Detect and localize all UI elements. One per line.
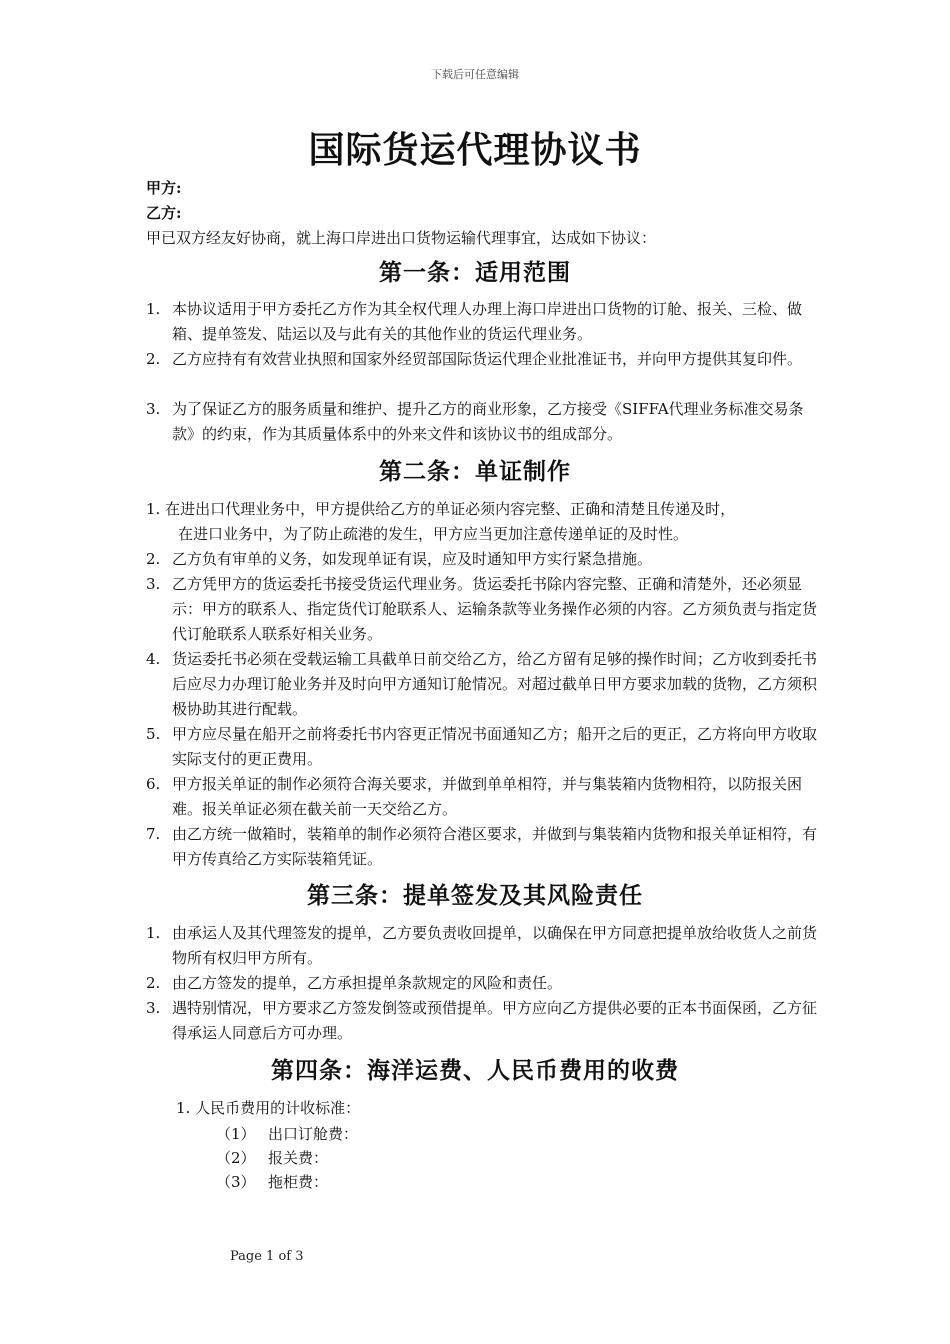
- item-text: 为了保证乙方的服务质量和维护、提升乙方的商业形象，乙方接受《SIFFA代理业务标准交易条款》的约束，作为其质量体系中的外来文件和该协议书的组成部分。: [172, 400, 804, 443]
- list-item: [146, 921, 822, 971]
- sub-item-number: （1）: [216, 1125, 256, 1143]
- item-number: 1.: [146, 500, 161, 518]
- item-text: 人民币费用的计收标准：: [195, 1099, 361, 1117]
- item-text: 本协议适用于甲方委托乙方作为其全权代理人办理上海口岸进出口货物的订舱、报关、三检、做箱、提单签发、陆运以及与此有关的其他作业的货运代理业务。: [172, 300, 803, 343]
- party-b-label: 乙方:: [146, 204, 182, 222]
- list-item: [146, 996, 822, 1046]
- sub-item-text: 拖柜费：: [268, 1173, 329, 1191]
- item-text: 由乙方签发的提单，乙方承担提单条款规定的风险和责任。: [172, 974, 563, 992]
- sub-item-text: 出口订舱费：: [268, 1125, 359, 1143]
- section-title-4: 第四条：海洋运费、人民币费用的收费: [271, 1057, 679, 1084]
- header-note: 下载后可任意编辑: [431, 68, 519, 81]
- item-text: 乙方凭甲方的货运委托书接受货运代理业务。货运委托书除内容完整、正确和清楚外，还必须显示：甲方的联系人、指定货代订舱联系人、运输条款等业务操作必须的内容。乙方须负责与指定货代订舱联系人联系好相关业务。: [172, 575, 818, 643]
- sub-item-number: （2）: [216, 1149, 256, 1167]
- sub-item: [216, 1170, 328, 1194]
- list-item: [146, 647, 822, 722]
- item-text-continued: 在进口业务中，为了防止疏港的发生，甲方应当更加注意传递单证的及时性。: [178, 525, 689, 543]
- item-text: 乙方负有审单的义务，如发现单证有误，应及时通知甲方实行紧急措施。: [172, 550, 653, 568]
- list-item: [146, 497, 822, 547]
- list-item: [146, 772, 822, 822]
- item-number: 6.: [146, 775, 161, 793]
- item-number: 1.: [176, 1099, 191, 1117]
- item-number: 2.: [146, 350, 161, 368]
- list-item: [146, 347, 822, 372]
- item-number: 1.: [146, 924, 161, 942]
- list-item: [146, 822, 822, 872]
- sub-item-number: （3）: [216, 1173, 256, 1191]
- page-footer: Page 1 of 3: [230, 1249, 304, 1264]
- item-text: 货运委托书必须在受载运输工具截单日前交给乙方，给乙方留有足够的操作时间；乙方收到委托书后应尽力办理订舱业务并及时向甲方通知订舱情况。对超过截单日甲方要求加载的货物，乙方须积极协助其进行配载。: [172, 650, 818, 718]
- item-text: 遇特别情况，甲方要求乙方签发倒签或预借提单。甲方应向乙方提供必要的正本书面保函，乙方征得承运人同意后方可办理。: [172, 999, 818, 1042]
- document-title: 国际货运代理协议书: [308, 129, 642, 171]
- list-item: [146, 722, 822, 772]
- party-a-label: 甲方:: [146, 179, 182, 197]
- item-text: 在进出口代理业务中，甲方提供给乙方的单证必须内容完整、正确和清楚且传递及时，: [165, 500, 736, 518]
- item-number: 3.: [146, 999, 161, 1017]
- item-number: 3.: [146, 400, 161, 418]
- list-item: [146, 397, 822, 447]
- item-text: 由承运人及其代理签发的提单，乙方要负责收回提单，以确保在甲方同意把提单放给收货人之前货物所有权归甲方所有。: [172, 924, 818, 967]
- item-number: 4.: [146, 650, 161, 668]
- item-text: 甲方报关单证的制作必须符合海关要求，并做到单单相符，并与集装箱内货物相符，以防报关困难。报关单证必须在截关前一天交给乙方。: [172, 775, 803, 818]
- sub-item: [216, 1146, 328, 1170]
- item-number: 3.: [146, 575, 161, 593]
- sub-item-text: 报关费：: [268, 1149, 329, 1167]
- section-title-3: 第三条：提单签发及其风险责任: [307, 882, 643, 909]
- list-item: [146, 547, 822, 572]
- section-title-2: 第二条：单证制作: [379, 458, 571, 485]
- item-number: 1.: [146, 300, 161, 318]
- list-item: [146, 572, 822, 647]
- item-number: 2.: [146, 974, 161, 992]
- item-text: 由乙方统一做箱时，装箱单的制作必须符合港区要求，并做到与集装箱内货物和报关单证相符，有甲方传真给乙方实际装箱凭证。: [172, 825, 818, 868]
- list-item: [146, 297, 822, 347]
- intro-paragraph: 甲已双方经友好协商，就上海口岸进出口货物运输代理事宜，达成如下协议：: [146, 229, 657, 247]
- item-number: 7.: [146, 825, 161, 843]
- sub-item: [216, 1122, 358, 1146]
- item-text: 甲方应尽量在船开之前将委托书内容更正情况书面通知乙方；船开之后的更正，乙方将向甲方收取实际支付的更正费用。: [172, 725, 818, 768]
- list-item: [176, 1096, 852, 1121]
- list-item: [146, 971, 822, 996]
- item-number: 5.: [146, 725, 161, 743]
- section-title-1: 第一条：适用范围: [379, 259, 571, 286]
- item-text: 乙方应持有有效营业执照和国家外经贸部国际货运代理企业批准证书，并向甲方提供其复印件。: [172, 350, 803, 368]
- item-number: 2.: [146, 550, 161, 568]
